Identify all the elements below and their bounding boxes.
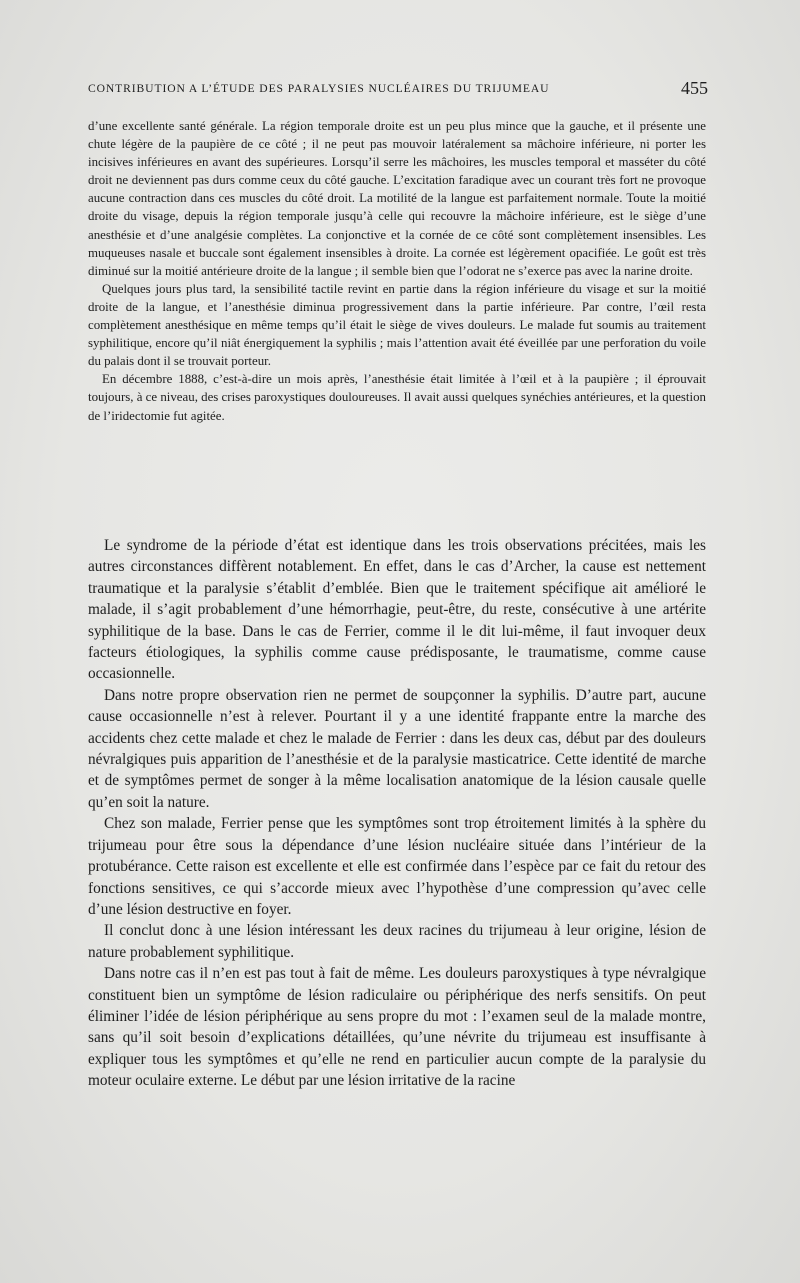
body-paragraph: Chez son malade, Ferrier pense que les symptômes sont trop étroitement limités à la sphère du trijumeau pour être sous la dépendance d’une lésion nucléaire située dans l’intérieur de la protubérance. Cette raison est excellente et elle est confirmée dans l’espèce par ce fait du retour des fonctions sensitives, ce qui s’accorde mieux avec l’hypothèse d’une compression qu’avec celle d’une lésion destructive en foyer. — [88, 815, 706, 918]
body-paragraph: Dans notre cas il n’en est pas tout à fait de même. Les douleurs paroxystiques à type névralgique constituent bien un symptôme de lésion radiculaire ou périphérique des nerfs sensitifs. On peut éliminer l’idée de lésion périphérique au sens propre du mot : l’examen seul de la malade montre, sans qu’il soit besoin d’explications détaillées, qu’une névrite du trijumeau est insuffisante à expliquer tous les symptômes et qu’elle ne rend en particulier aucun compte de la paralysie du moteur oculaire externe. Le début par une lésion irritative de la racine — [88, 965, 706, 1090]
running-title: CONTRIBUTION A L’ÉTUDE DES PARALYSIES NUCLÉAIRES DU TRIJUMEAU — [88, 82, 550, 95]
page-number: 455 — [681, 78, 708, 98]
page-header — [88, 78, 708, 102]
body-paragraph: Dans notre propre observation rien ne permet de soupçonner la syphilis. D’autre part, aucune cause occasionnelle n’est à relever. Pourtant il y a une identité frappante entre la marche des accidents chez cette malade et chez le malade de Ferrier : dans les deux cas, début par des douleurs névralgiques puis apparition de l’anesthésie et de la paralysie masticatrice. Cette identité de marche et de symptômes permet de songer à la même localisation anatomique de la lésion causale quelle qu’en soit la nature. — [88, 686, 706, 811]
quote-paragraph: d’une excellente santé générale. La région temporale droite est un peu plus mince que la gauche, et il présente une chute légère de la paupière de ce côté ; il ne peut pas mouvoir latéralement sa mâchoire inférieure, ni porter les incisives inférieures en avant des supérieures. Lorsqu’il serre les mâchoires, les muscles temporal et masséter du côté droit ne deviennent pas durs comme ceux du côté gauche. L’excitation faradique avec un courant très fort ne provoque aucune contraction dans ces muscles du côté droit. La motilité de la langue est parfaitement normale. Toute la moitié droite du visage, depuis la région temporale jusqu’à celle qui recouvre la mâchoire inférieure, est le siège d’une anesthésie et d’une analgésie complètes. La conjonctive et la cornée de ce côté sont complètement insensibles. Les muqueuses nasale et buccale sont également insensibles à droite. La cornée est légèrement opacifiée. Le goût est très diminué sur la moitié antérieure droite de la langue ; il semble bien que l’odorat ne s’exerce pas avec la narine droite. — [88, 119, 706, 278]
main-text — [88, 535, 706, 1092]
body-paragraph: Le syndrome de la période d’état est identique dans les trois observations précitées, mais les autres circonstances diffèrent notablement. En effet, dans le cas d’Archer, la cause est nettement traumatique et la paralysie s’établit d’emblée. Bien que le traitement spécifique ait amélioré le malade, il s’agit probablement d’une hémorrhagie, peut-être, du reste, consécutive à une artérite syphilitique de la base. Dans le cas de Ferrier, comme il le dit lui-même, il faut invoquer deux facteurs étiologiques, la syphilis comme cause prédisposante, le traumatisme, comme cause occasionnelle. — [88, 537, 706, 683]
body-paragraph: Il conclut donc à une lésion intéressant les deux racines du trijumeau à leur origine, lésion de nature probablement syphilitique. — [88, 922, 706, 961]
case-report-quote — [88, 117, 706, 425]
quote-paragraph: Quelques jours plus tard, la sensibilité tactile revint en partie dans la région inférieure du visage et sur la moitié droite de la langue, et l’anesthésie diminua progressivement dans la partie inférieure. Par contre, l’œil resta complètement anesthésique en même temps qu’il était le siège de vives douleurs. Le malade fut soumis au traitement syphilitique, encore qu’il niât énergiquement la syphilis ; mais l’attention avait été éveillée par une perforation du voile du palais dont il se trouvait porteur. — [88, 281, 706, 369]
quote-paragraph: En décembre 1888, c’est-à-dire un mois après, l’anesthésie était limitée à l’œil et à la paupière ; il éprouvait toujours, à ce niveau, des crises paroxystiques douloureuses. Il avait aussi quelques synéchies antérieures, et la question de l’iridectomie fut agitée. — [88, 372, 706, 423]
